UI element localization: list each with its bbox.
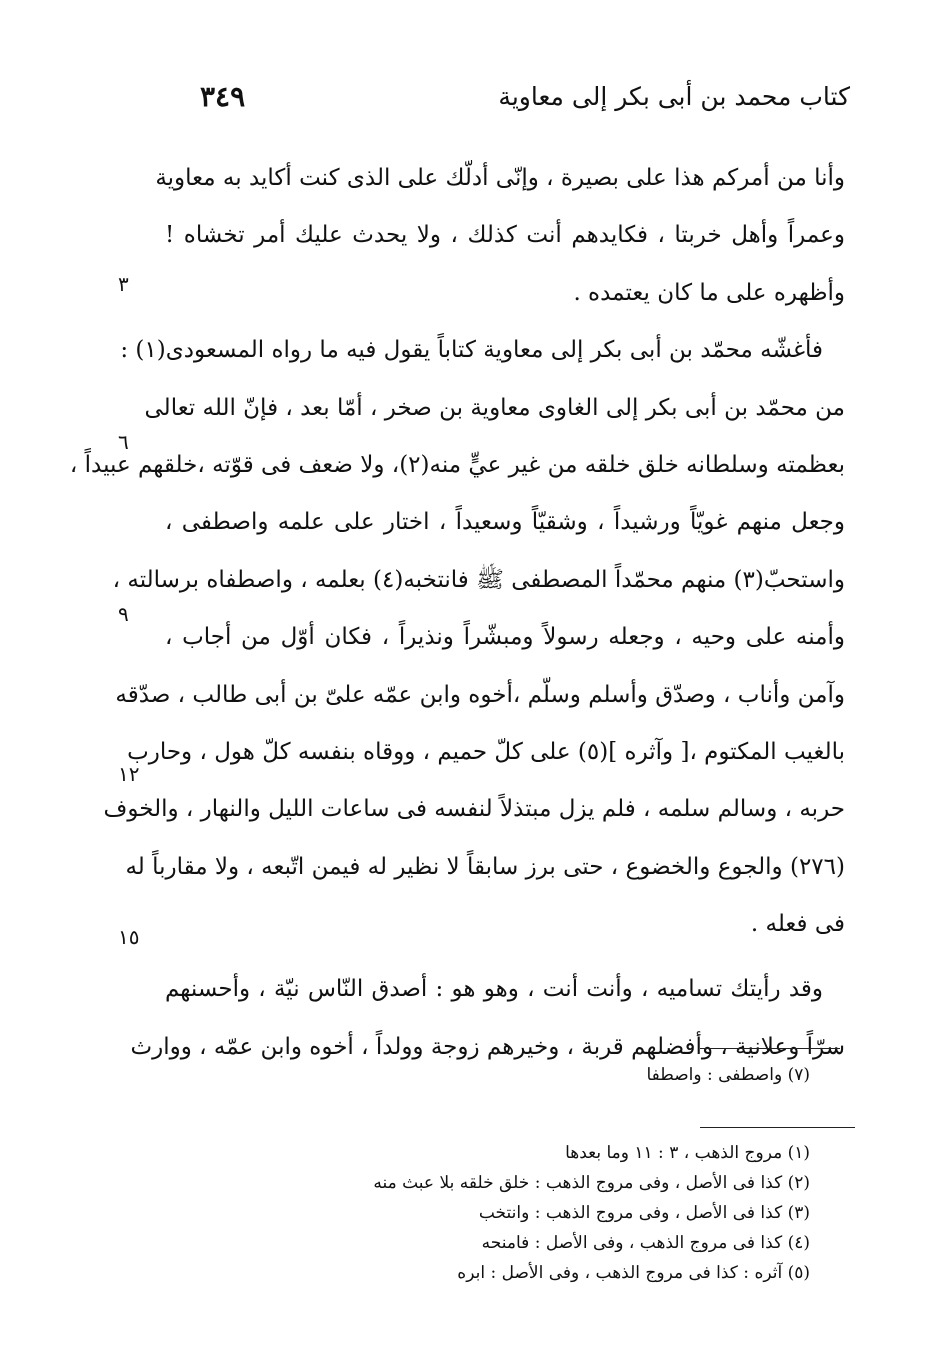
margin-line-number: ٦ <box>118 430 129 454</box>
margin-line-number: ٣ <box>118 272 129 296</box>
text-line: سرّاً وعلانية ، وأفضلهم قربة ، وخيرهم زوجة وولداً ، أخوه وابن عمّه ، ووارث <box>130 1033 845 1060</box>
footnote-separator-rule <box>700 1127 855 1128</box>
page-number: ٣٤٩ <box>200 80 246 113</box>
text-line: (٢٧٦) والجوع والخضوع ، حتى برز سابقاً لا نظير له فيمن اتّبعه ، ولا مقارباً له <box>125 853 845 880</box>
footnotes <box>330 1138 810 1288</box>
text-line: حربه ، وسالم سلمه ، فلم يزل مبتذلاً لنفسه فى ساعات الليل والنهار ، والخوف <box>103 796 845 823</box>
marginal-note: (٧) واصطفى : واصطفا <box>646 1065 810 1085</box>
footnote: (٣) كذا فى الأصل ، وفى مروج الذهب : وانتخب <box>478 1203 810 1223</box>
text-line: وجعل منهم غويّاً ورشيداً ، وشقيّاً وسعيداً ، اختار على علمه واصطفى ، <box>165 509 845 536</box>
text-line: وعمراً وأهل خربتا ، فكايدهم أنت كذلك ، ولا يحدث عليك أمر تخشاه ! <box>165 222 845 249</box>
text-line: وآمن وأناب ، وصدّق وأسلم وسلّم ،أخوه وابن عمّه علىّ بن أبى طالب ، صدّقه <box>115 681 845 708</box>
text-line: فأغشّه محمّد بن أبى بكر إلى معاوية كتاباً يقول فيه ما رواه المسعودى(١) : <box>120 337 823 364</box>
margin-line-number: ١٥ <box>118 925 140 949</box>
text-line: وأظهره على ما كان يعتمده . <box>573 279 845 306</box>
footnote: (١) مروج الذهب ، ٣ : ١١ وما بعدها <box>565 1143 810 1163</box>
text-line: بالغيب المكتوم ،[ وآثره ](٥) على كلّ حميم ، ووقاه بنفسه كلّ هول ، وحارب <box>127 738 845 765</box>
margin-line-number: ٩ <box>118 602 129 626</box>
text-line: وقد رأيتك تساميه ، وأنت أنت ، وهو هو : أصدق النّاس نيّة ، وأحسنهم <box>165 976 823 1003</box>
footnote: (٥) آثره : كذا فى مروج الذهب ، وفى الأصل : ابره <box>457 1263 810 1283</box>
note-separator-rule <box>700 1048 840 1049</box>
margin-line-number: ١٢ <box>118 762 140 786</box>
text-line: بعظمته وسلطانه خلق خلقه من غير عيٍّ منه(٢)، ولا ضعف فى قوّته ،خلقهم عبيداً ، <box>69 451 845 478</box>
footnote: (٤) كذا فى مروج الذهب ، وفى الأصل : فامنحه <box>481 1233 810 1253</box>
footnote: (٢) كذا فى الأصل ، وفى مروج الذهب : خلق خلقه بلا عبث منه <box>373 1173 810 1193</box>
text-line: من محمّد بن أبى بكر إلى الغاوى معاوية بن صخر ، أمّا بعد ، فإنّ الله تعالى <box>144 394 845 421</box>
running-title: كتاب محمد بن أبى بكر إلى معاوية <box>498 82 850 111</box>
text-line: واستحبّ(٣) منهم محمّداً المصطفى ﷺ فانتخبه(٤) بعلمه ، واصطفاه برسالته ، <box>112 566 845 593</box>
text-line: فى فعله . <box>750 911 845 938</box>
text-line: وأنا من أمركم هذا على بصيرة ، وإنّى أدلّك على الذى كنت أكايد به معاوية <box>155 165 845 191</box>
text-line: وأمنه على وحيه ، وجعله رسولاً ومبشّراً ونذيراً ، فكان أوّل من أجاب ، <box>165 624 845 651</box>
page-header <box>200 82 850 122</box>
